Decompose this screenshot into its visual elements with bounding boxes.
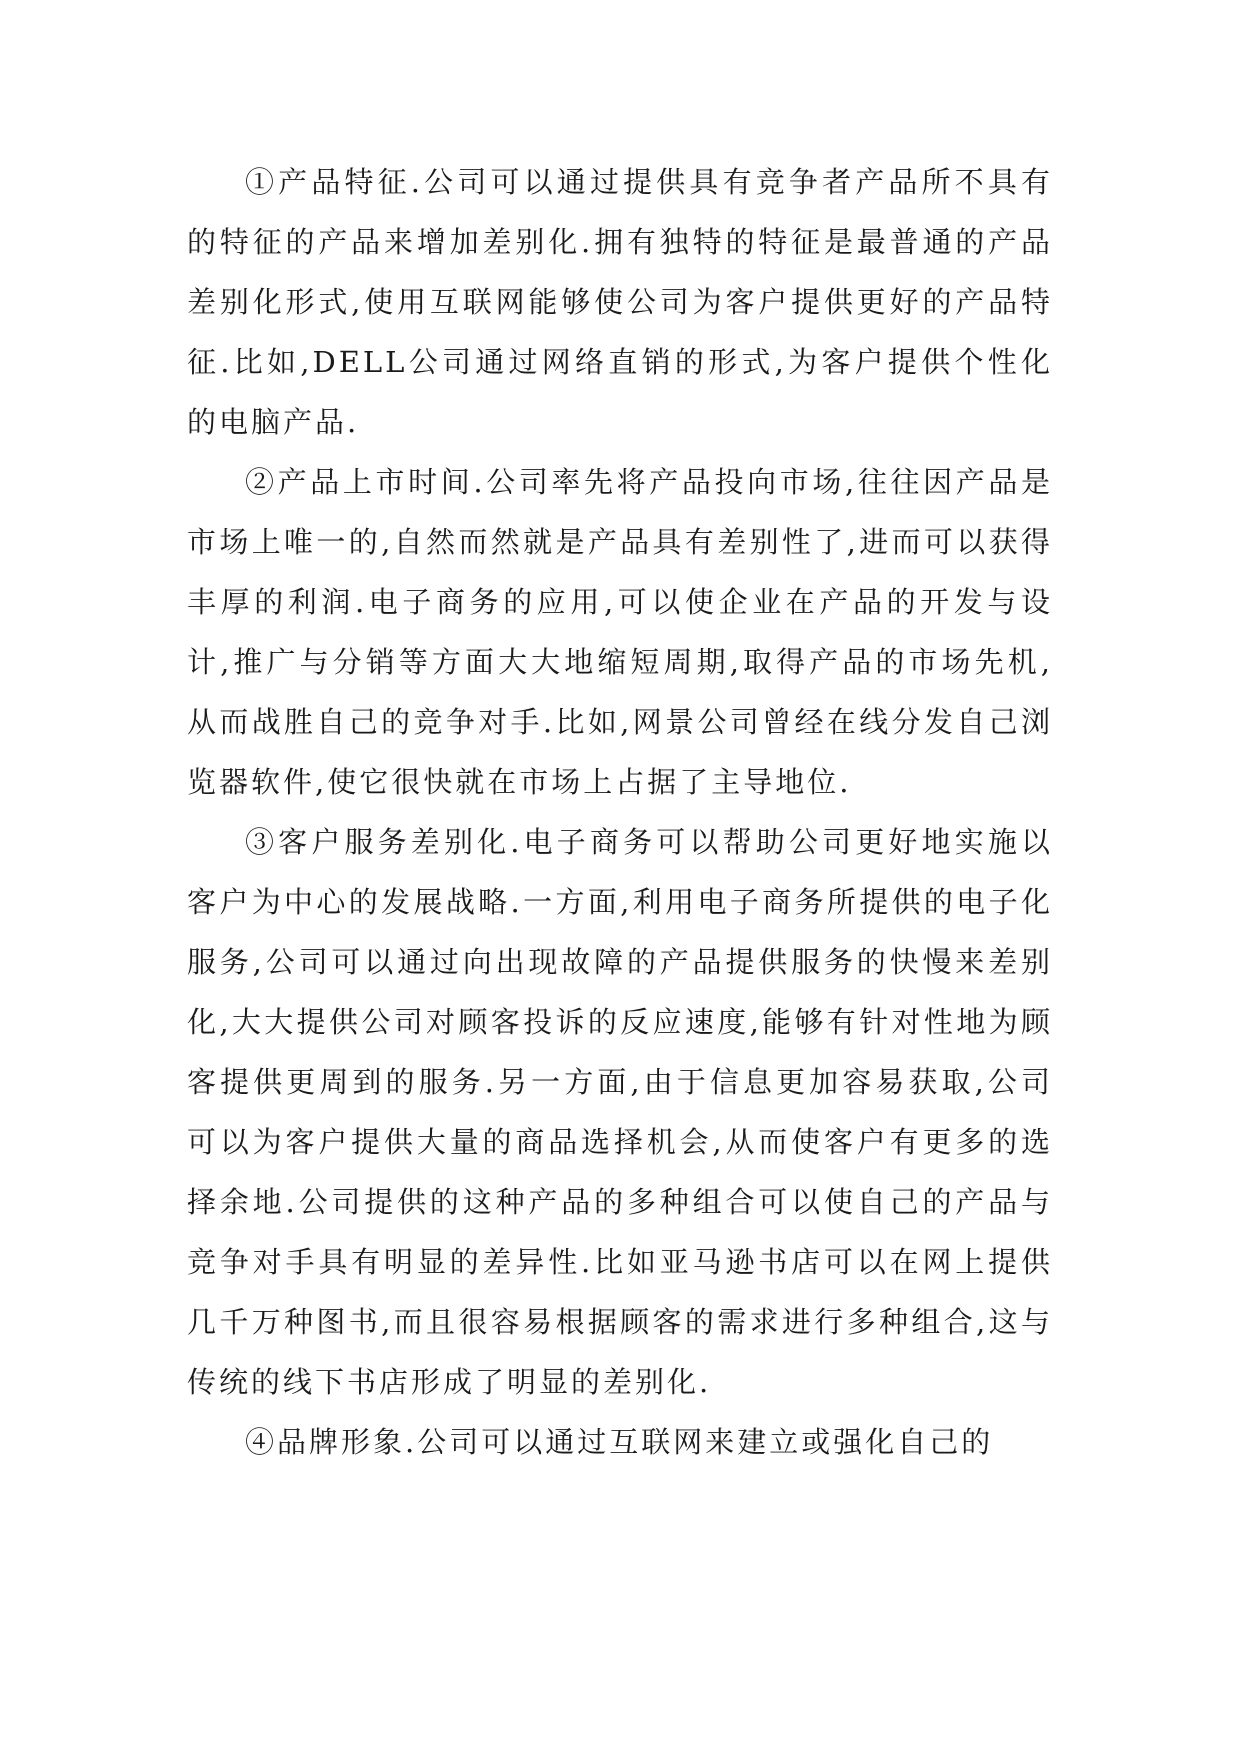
document-body xyxy=(187,152,1053,1472)
paragraph-time-to-market: ②产品上市时间.公司率先将产品投向市场,往往因产品是市场上唯一的,自然而然就是产品具有差别性了,进而可以获得丰厚的利润.电子商务的应用,可以使企业在产品的开发与设计,推广与分销等方面大大地缩短周期,取得产品的市场先机,从而战胜自己的竞争对手.比如,网景公司曾经在线分发自己浏览器软件,使它很快就在市场上占据了主导地位. xyxy=(187,465,1053,799)
paragraph-brand-image: ④品牌形象.公司可以通过互联网来建立或强化自己的 xyxy=(245,1425,994,1459)
paragraph-customer-service: ③客户服务差别化.电子商务可以帮助公司更好地实施以客户为中心的发展战略.一方面,利用电子商务所提供的电子化服务,公司可以通过向出现故障的产品提供服务的快慢来差别化,大大提供公司对顾客投诉的反应速度,能够有针对性地为顾客提供更周到的服务.另一方面,由于信息更加容易获取,公司可以为客户提供大量的商品选择机会,从而使客户有更多的选择余地.公司提供的这种产品的多种组合可以使自己的产品与竞争对手具有明显的差异性.比如亚马逊书店可以在网上提供几千万种图书,而且很容易根据顾客的需求进行多种组合,这与传统的线下书店形成了明显的差别化. xyxy=(187,825,1053,1399)
paragraph-product-features: ①产品特征.公司可以通过提供具有竞争者产品所不具有的特征的产品来增加差别化.拥有独特的特征是最普通的产品差别化形式,使用互联网能够使公司为客户提供更好的产品特征.比如,DELL公司通过网络直销的形式,为客户提供个性化的电脑产品. xyxy=(187,165,1053,439)
